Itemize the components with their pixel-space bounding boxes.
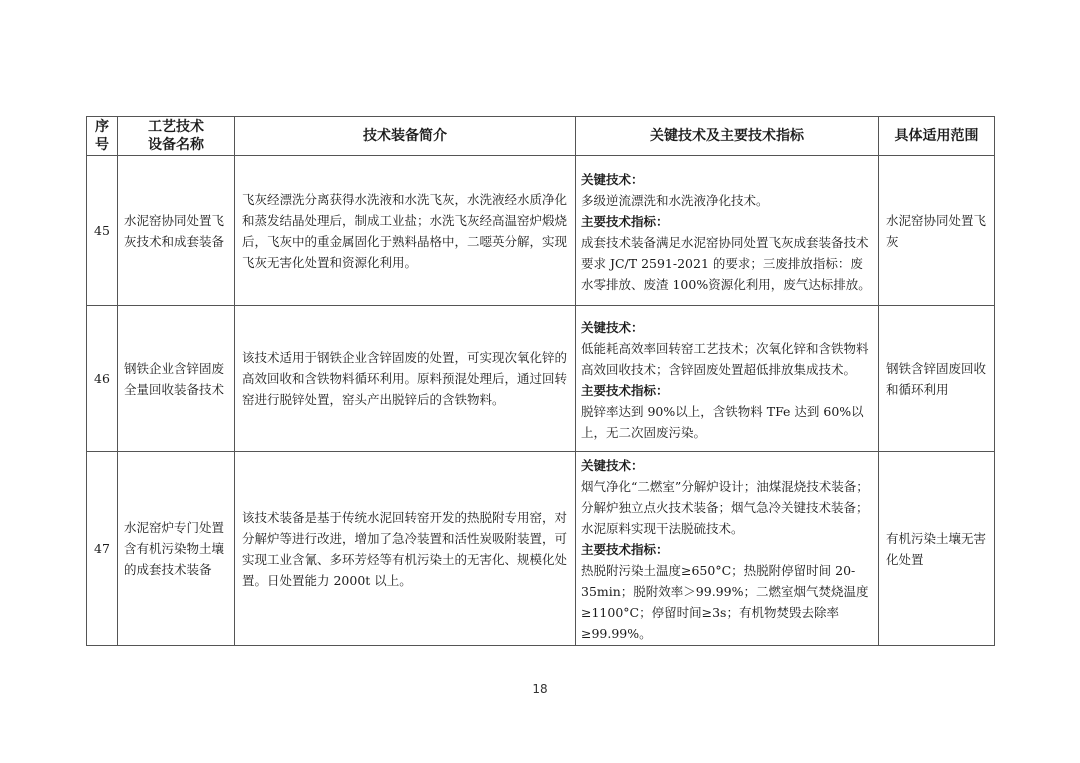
row-seq: 46: [87, 306, 118, 452]
index-text: 成套技术装备满足水泥窑协同处置飞灰成套装备技术要求 JC/T 2591-2021 的要求；三废排放指标：废水零排放、废渣 100%资源化利用，废气达标排放。: [581, 234, 871, 292]
key-tech-text: 多级逆流漂洗和水洗液净化技术。: [581, 192, 769, 208]
index-label: 主要技术指标：: [581, 213, 669, 229]
row-scope: 水泥窑协同处置飞灰: [879, 156, 995, 306]
row-key-tech: [576, 452, 879, 646]
row-seq: 45: [87, 156, 118, 306]
index-label: 主要技术指标：: [581, 542, 669, 557]
row-name: 水泥窑炉专门处置含有机污染物土壤的成套技术装备: [118, 452, 235, 646]
row-name: 水泥窑协同处置飞灰技术和成套装备: [118, 156, 235, 306]
table-row: [87, 156, 995, 306]
page-number: 18: [532, 682, 548, 696]
index-label: 主要技术指标：: [581, 382, 669, 398]
key-tech-label: 关键技术：: [581, 458, 644, 473]
header-key-tech: 关键技术及主要技术指标: [576, 117, 879, 156]
header-intro: 技术装备简介: [235, 117, 576, 156]
table-header: [87, 117, 995, 156]
key-tech-text: 烟气净化“二燃室”分解炉设计；油煤混烧技术装备；分解炉独立点火技术装备；烟气急冷关键技术装备；水泥原料实现干法脱硫技术。: [581, 479, 869, 536]
row-key-tech: [576, 156, 879, 306]
row-key-tech: [576, 306, 879, 452]
row-intro: 飞灰经漂洗分离获得水洗液和水洗飞灰，水洗液经水质净化和蒸发结晶处理后，制成工业盐；水洗飞灰经高温窑炉煅烧后，飞灰中的重金属固化于熟料晶格中，二噁英分解，实现飞灰无害化处置和资源化利用。: [235, 156, 576, 306]
header-name: 工艺技术设备名称: [118, 117, 235, 156]
key-tech-label: 关键技术：: [581, 171, 644, 187]
header-scope: 具体适用范围: [879, 117, 995, 156]
row-seq: 47: [87, 452, 118, 646]
row-intro: 该技术适用于钢铁企业含锌固废的处置，可实现次氧化锌的高效回收和含铁物料循环利用。原料预混处理后，通过回转窑进行脱锌处置，窑头产出脱锌后的含铁物料。: [235, 306, 576, 452]
header-seq: 序号: [87, 117, 118, 156]
technology-table: [86, 116, 995, 646]
row-intro: 该技术装备是基于传统水泥回转窑开发的热脱附专用窑，对分解炉等进行改进，增加了急冷装置和活性炭吸附装置，可实现工业含氰、多环芳烃等有机污染土的无害化、规模化处置。日处置能力 2000t 以上。: [235, 452, 576, 646]
key-tech-text: 低能耗高效率回转窑工艺技术；次氧化锌和含铁物料高效回收技术；含锌固废处置超低排放集成技术。: [581, 340, 869, 377]
table-row: [87, 306, 995, 452]
key-tech-label: 关键技术：: [581, 319, 644, 335]
table-row: [87, 452, 995, 646]
row-scope: 有机污染土壤无害化处置: [879, 452, 995, 646]
index-text: 脱锌率达到 90%以上，含铁物料 TFe 达到 60%以上，无二次固废污染。: [581, 403, 864, 440]
index-text: 热脱附污染土温度≥650°C；热脱附停留时间 20-35min；脱附效率＞99.99%；二燃室烟气焚烧温度≥1100°C；停留时间≥3s；有机物焚毁去除率≥99.99%。: [581, 563, 869, 641]
row-name: 钢铁企业含锌固废全量回收装备技术: [118, 306, 235, 452]
document-page: [86, 116, 994, 646]
row-scope: 钢铁含锌固废回收和循环利用: [879, 306, 995, 452]
